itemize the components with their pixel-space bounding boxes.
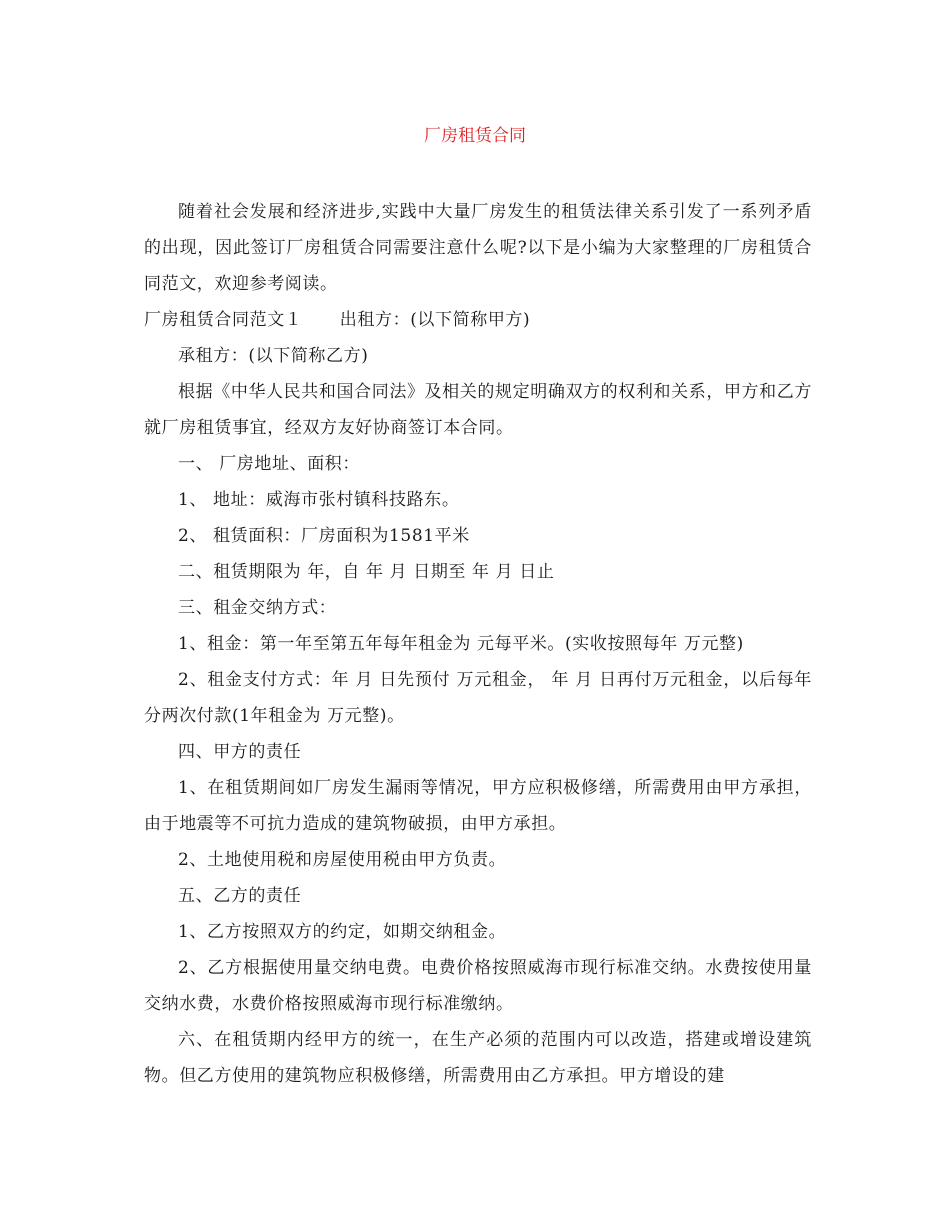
section-3-item-1: 1、租金：第一年至第五年每年租金为 元每平米。(实收按照每年 万元整) <box>178 634 744 654</box>
section-4-item-1: 1、在租赁期间如厂房发生漏雨等情况，甲方应积极修缮，所需费用由甲方承担，由于地震等不可抗力造成的建筑物破损，由甲方承担。 <box>144 778 812 834</box>
section-1-item-1: 1、 地址：威海市张村镇科技路东。 <box>178 490 460 510</box>
section-5-heading: 五、乙方的责任 <box>178 886 302 906</box>
section-3-item-2: 2、租金支付方式：年 月 日先预付 万元租金， 年 月 日再付万元租金，以后每年分两次付款(1年租金为 万元整)。 <box>144 670 812 726</box>
document-body <box>144 194 812 1094</box>
section-1-heading: 一、 厂房地址、面积： <box>178 454 361 474</box>
section-2-heading: 二、租赁期限为 年，自 年 月 日期至 年 月 日止 <box>178 562 555 582</box>
paragraph-basis: 根据《中华人民共和国合同法》及相关的规定明确双方的权利和关系，甲方和乙方就厂房租赁事宜，经双方友好协商签订本合同。 <box>144 382 812 438</box>
section-4-item-2: 2、土地使用税和房屋使用税由甲方负责。 <box>178 850 507 870</box>
section-5-item-1: 1、乙方按照双方的约定，如期交纳租金。 <box>178 922 507 942</box>
paragraph-lessee: 承租方：(以下简称乙方) <box>178 346 369 366</box>
paragraph-intro: 随着社会发展和经济进步,实践中大量厂房发生的租赁法律关系引发了一系列矛盾的出现，因此签订厂房租赁合同需要注意什么呢?以下是小编为大家整理的厂房租赁合同范文，欢迎参考阅读。 <box>144 202 812 294</box>
section-5-item-2: 2、乙方根据使用量交纳电费。电费价格按照威海市现行标准交纳。水费按使用量交纳水费，水费价格按照威海市现行标准缴纳。 <box>144 958 812 1014</box>
document-title: 厂房租赁合同 <box>424 126 526 146</box>
section-1-item-2: 2、 租赁面积：厂房面积为1581平米 <box>178 526 470 546</box>
section-4-heading: 四、甲方的责任 <box>178 742 302 762</box>
lessor-label: 出租方：(以下简称甲方) <box>339 310 531 330</box>
section-6-paragraph: 六、在租赁期内经甲方的统一，在生产必须的范围内可以改造，搭建或增设建筑物。但乙方使用的建筑物应积极修缮，所需费用由乙方承担。甲方增设的建 <box>144 1030 812 1086</box>
sample-title: 厂房租赁合同范文１ <box>144 310 303 330</box>
paragraph-contract-heading <box>144 302 812 338</box>
section-3-heading: 三、租金交纳方式： <box>178 598 337 618</box>
